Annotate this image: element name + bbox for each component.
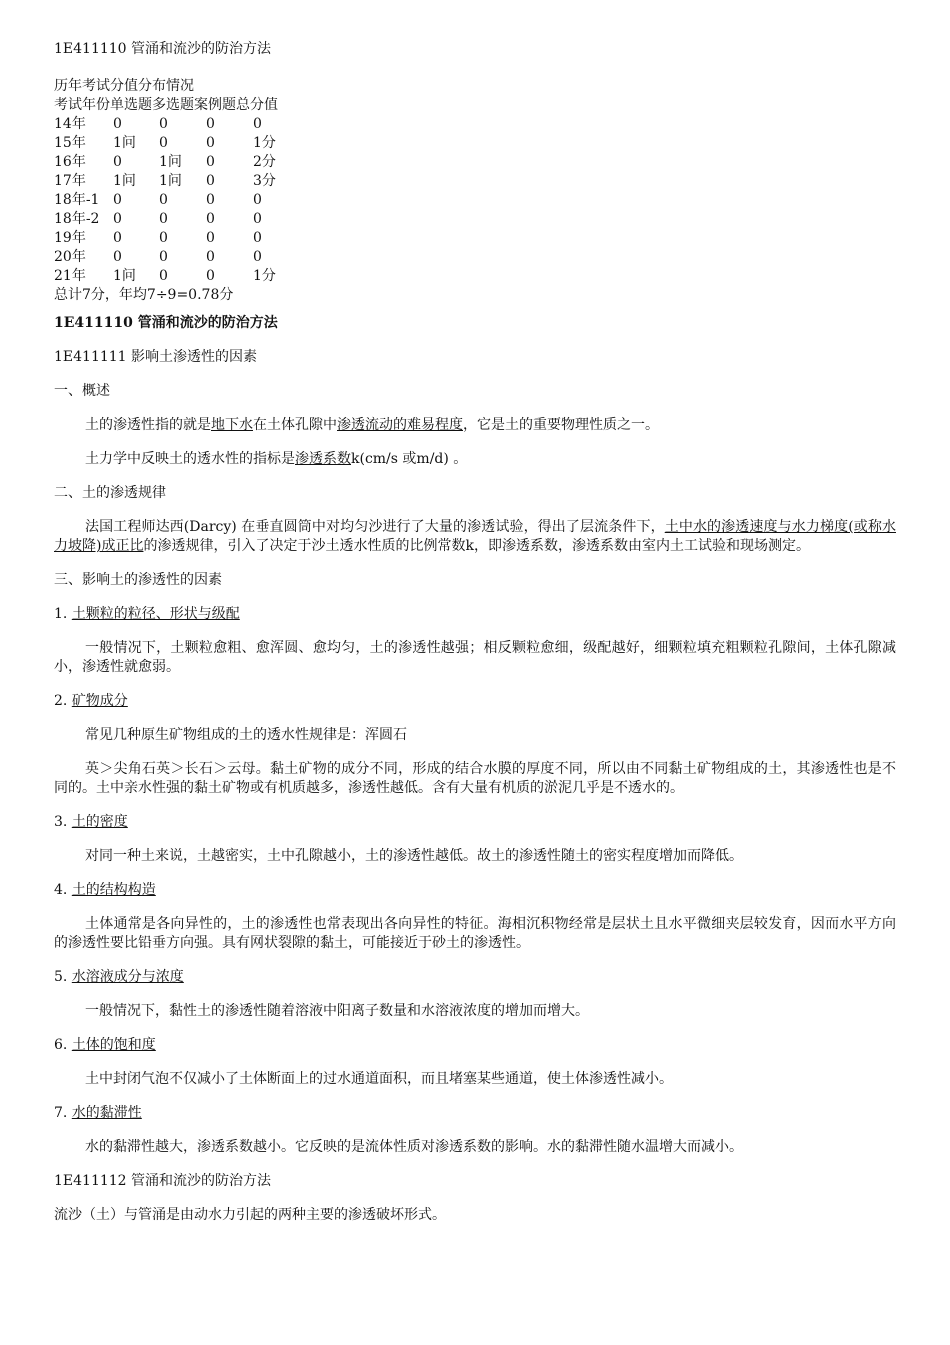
- factor-1-heading: 1. 土颗粒的粒径、形状与级配: [54, 606, 240, 622]
- score-cell: 0: [113, 211, 122, 227]
- score-cell: 1问: [159, 154, 182, 170]
- score-table: [54, 115, 313, 286]
- score-row: [54, 172, 313, 191]
- score-cell: 0: [206, 173, 215, 189]
- score-cell: 1问: [113, 173, 136, 189]
- score-cell: 20年: [54, 249, 86, 265]
- score-cell: 15年: [54, 135, 86, 151]
- score-cell: 0: [159, 116, 168, 132]
- score-cell: 0: [159, 249, 168, 265]
- score-cell: 0: [253, 116, 262, 132]
- score-cell: 0: [113, 249, 122, 265]
- factor-1-text: 一般情况下，土颗粒愈粗、愈浑圆、愈均匀，土的渗透性越强；相反颗粒愈细，级配越好，细颗粒填充粗颗粒孔隙间，土体孔隙减小，渗透性就愈弱。: [54, 640, 896, 675]
- score-cell: 19年: [54, 230, 86, 246]
- score-cell: 0: [113, 230, 122, 246]
- score-cell: 3分: [253, 173, 276, 189]
- score-row: [54, 134, 313, 153]
- score-cell: 0: [159, 192, 168, 208]
- heading-factors: 三、影响土的渗透性的因素: [54, 572, 222, 588]
- score-table-header: 考试年份单选题多选题案例题总分值: [54, 97, 278, 113]
- score-cell: 0: [159, 268, 168, 284]
- heading-overview: 一、概述: [54, 383, 110, 399]
- score-cell: 0: [253, 192, 262, 208]
- score-cell: 0: [253, 249, 262, 265]
- factor-5-text: 一般情况下，黏性土的渗透性随着溶液中阳离子数量和水溶液浓度的增加而增大。: [85, 1003, 589, 1019]
- subsection-2-title: 1E411112 管涌和流沙的防治方法: [54, 1173, 272, 1189]
- score-cell: 0: [206, 268, 215, 284]
- score-cell: 1问: [159, 173, 182, 189]
- score-cell: 1问: [113, 268, 136, 284]
- factor-4-text: 土体通常是各向异性的，土的渗透性也常表现出各向异性的特征。海相沉积物经常是层状土且水平微细夹层较发育，因而水平方向的渗透性要比铅垂方向强。具有网状裂隙的黏土，可能接近于砂土的渗透性。: [54, 916, 896, 951]
- score-cell: 2分: [253, 154, 276, 170]
- subsection-title: 1E411111 影响土渗透性的因素: [54, 349, 258, 365]
- score-cell: 0: [253, 230, 262, 246]
- score-cell: 16年: [54, 154, 86, 170]
- score-cell: 14年: [54, 116, 86, 132]
- paragraph-darcy: 法国工程师达西(Darcy) 在垂直圆筒中对均匀沙进行了大量的渗透试验，得出了层流条件下，土中水的渗透速度与水力梯度(或称水力坡降)成正比的渗透规律，引入了决定于沙土透水性质的比例常数k，即渗透系数，渗透系数由室内土工试验和现场测定。: [54, 519, 896, 554]
- score-cell: 0: [206, 135, 215, 151]
- factor-6-heading: 6. 土体的饱和度: [54, 1037, 156, 1053]
- factor-7-text: 水的黏滞性越大，渗透系数越小。它反映的是流体性质对渗透系数的影响。水的黏滞性随水温增大而减小。: [85, 1139, 743, 1155]
- score-row: [54, 248, 313, 267]
- score-cell: 0: [253, 211, 262, 227]
- score-row: [54, 210, 313, 229]
- score-cell: 0: [206, 230, 215, 246]
- score-cell: 0: [206, 116, 215, 132]
- score-cell: 21年: [54, 268, 86, 284]
- score-cell: 0: [206, 154, 215, 170]
- score-cell: 0: [113, 116, 122, 132]
- factor-2-heading: 2. 矿物成分: [54, 693, 128, 709]
- score-row: [54, 153, 313, 172]
- score-cell: 1问: [113, 135, 136, 151]
- factor-2-text-b: 英＞尖角石英＞长石＞云母。黏土矿物的成分不同，形成的结合水膜的厚度不同，所以由不同黏土矿物组成的土，其渗透性也是不同的。土中亲水性强的黏土矿物或有机质越多，渗透性越低。含有大量有机质的淤泥几乎是不透水的。: [54, 761, 896, 796]
- score-row: [54, 191, 313, 210]
- score-row: [54, 267, 313, 286]
- score-cell: 1分: [253, 135, 276, 151]
- score-cell: 0: [159, 135, 168, 151]
- score-cell: 0: [113, 192, 122, 208]
- score-cell: 0: [206, 249, 215, 265]
- factor-6-text: 土中封闭气泡不仅减小了土体断面上的过水通道面积，而且堵塞某些通道，使土体渗透性减小。: [85, 1071, 673, 1087]
- doc-title: 1E411110 管涌和流沙的防治方法: [54, 41, 272, 57]
- score-cell: 0: [159, 211, 168, 227]
- score-cell: 18年-1: [54, 192, 100, 208]
- paragraph-permeability-def: 土的渗透性指的就是地下水在土体孔隙中渗透流动的难易程度，它是土的重要物理性质之一。: [85, 417, 659, 433]
- score-cell: 17年: [54, 173, 86, 189]
- score-cell: 0: [113, 154, 122, 170]
- score-row: [54, 115, 313, 134]
- score-cell: 0: [206, 211, 215, 227]
- factor-4-heading: 4. 土的结构构造: [54, 882, 156, 898]
- factor-7-heading: 7. 水的黏滞性: [54, 1105, 142, 1121]
- score-total: 总计7分，年均7÷9=0.78分: [54, 287, 234, 303]
- score-cell: 1分: [253, 268, 276, 284]
- score-cell: 0: [206, 192, 215, 208]
- factor-5-heading: 5. 水溶液成分与浓度: [54, 969, 184, 985]
- factor-3-text: 对同一种土来说，土越密实，土中孔隙越小，土的渗透性越低。故土的渗透性随土的密实程度增加而降低。: [85, 848, 743, 864]
- factor-2-text-a: 常见几种原生矿物组成的土的透水性规律是：浑圆石: [85, 727, 407, 743]
- score-cell: 0: [159, 230, 168, 246]
- distribution-title: 历年考试分值分布情况: [54, 78, 194, 94]
- section-title: 1E411110 管涌和流沙的防治方法: [54, 315, 278, 331]
- paragraph-permeability-index: 土力学中反映土的透水性的指标是渗透系数k(cm/s 或m/d) 。: [85, 451, 468, 467]
- score-cell: 18年-2: [54, 211, 100, 227]
- closing-paragraph: 流沙（土）与管涌是由动水力引起的两种主要的渗透破坏形式。: [54, 1207, 446, 1223]
- score-row: [54, 229, 313, 248]
- factor-3-heading: 3. 土的密度: [54, 814, 128, 830]
- heading-law: 二、土的渗透规律: [54, 485, 166, 501]
